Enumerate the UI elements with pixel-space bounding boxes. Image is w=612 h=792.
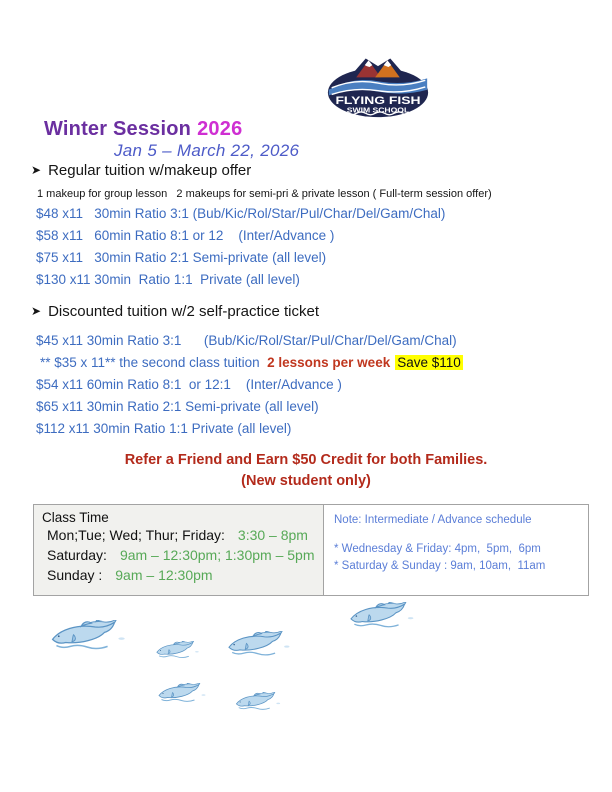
class-time-row (42, 545, 323, 565)
class-time-title: Class Time (42, 510, 109, 525)
schedule-note-panel (324, 505, 588, 595)
class-day-label: Saturday: (47, 547, 107, 563)
discounted-price-line: $54 x11 60min Ratio 8:1 or 12:1 (Inter/Advance ) (36, 377, 342, 392)
logo-text-primary: FLYING FISH (335, 94, 421, 107)
regular-tuition-heading (31, 162, 251, 179)
makeup-offer-note: 1 makeup for group lesson 2 makeups for semi-pri & private lesson ( Full-term session offer) (37, 188, 492, 200)
referral-line2: (New student only) (241, 473, 371, 489)
dolphin-icon (155, 641, 201, 659)
class-day-label: Mon;Tue; Wed; Thur; Friday: (47, 527, 225, 543)
discounted-tuition-heading-text: Discounted tuition w/2 self-practice ticket (48, 303, 320, 320)
regular-price-list (36, 203, 445, 291)
regular-price-line: $58 x11 60min Ratio 8:1 or 12 (Inter/Advance ) (36, 228, 335, 243)
dolphin-icon (235, 692, 282, 711)
discounted-tuition-heading (31, 303, 319, 320)
class-time-value: 9am – 12:30pm (115, 567, 213, 583)
swim-school-logo (326, 50, 430, 120)
dolphin-icon (50, 620, 128, 651)
second-class-note: ** $35 x 11** the second class tuition (40, 355, 268, 370)
discounted-price-line: $65 x11 30min Ratio 2:1 Semi-private (all level) (36, 399, 319, 414)
class-day-label: Sunday : (47, 567, 103, 583)
page-title-year: 2026 (197, 118, 243, 140)
class-time-value: 9am – 12:30pm; 1:30pm – 5pm (119, 547, 315, 563)
arrow-bullet-icon: ➤ (31, 304, 42, 318)
class-time-row (42, 565, 323, 585)
regular-price-line: $75 x11 30min Ratio 2:1 Semi-private (all level) (36, 250, 327, 265)
lessons-per-week-text: 2 lessons per week (267, 355, 391, 370)
page-title (44, 118, 242, 141)
discounted-price-line: $112 x11 30min Ratio 1:1 Private (all level) (36, 421, 292, 436)
class-time-box (33, 504, 589, 596)
arrow-bullet-icon: ➤ (31, 163, 42, 177)
schedule-note-title: Note: Intermediate / Advance schedule (334, 514, 532, 526)
session-dates: Jan 5 – March 22, 2026 (114, 141, 300, 160)
dolphin-icon (349, 602, 416, 629)
dolphin-icon (227, 631, 292, 657)
regular-price-line: $130 x11 30min Ratio 1:1 Private (all level) (36, 272, 300, 287)
regular-tuition-heading-text: Regular tuition w/makeup offer (48, 162, 252, 179)
dolphin-icon (157, 683, 208, 703)
class-time-value: 3:30 – 8pm (237, 527, 308, 543)
discounted-price-list (36, 374, 342, 440)
schedule-note-line: * Wednesday & Friday: 4pm, 5pm, 6pm (334, 543, 541, 555)
schedule-note-line: * Saturday & Sunday : 9am, 10am, 11am (334, 560, 546, 572)
class-time-row (42, 525, 323, 545)
logo-text-secondary: SWIM SCHOOL (346, 105, 410, 115)
referral-line1: Refer a Friend and Earn $50 Credit for both Families. (124, 452, 488, 468)
save-highlight-badge: Save $110 (397, 355, 461, 370)
referral-banner (0, 450, 612, 492)
class-time-panel (34, 505, 324, 595)
regular-price-line: $48 x11 30min Ratio 3:1 (Bub/Kic/Rol/Star/Pul/Char/Del/Gam/Chal) (36, 206, 446, 221)
discounted-price-line: $45 x11 30min Ratio 3:1 (Bub/Kic/Rol/Star/Pul/Char/Del/Gam/Chal) (36, 333, 457, 348)
second-class-offer-line (40, 352, 463, 374)
page-title-text: Winter Session (44, 118, 192, 140)
